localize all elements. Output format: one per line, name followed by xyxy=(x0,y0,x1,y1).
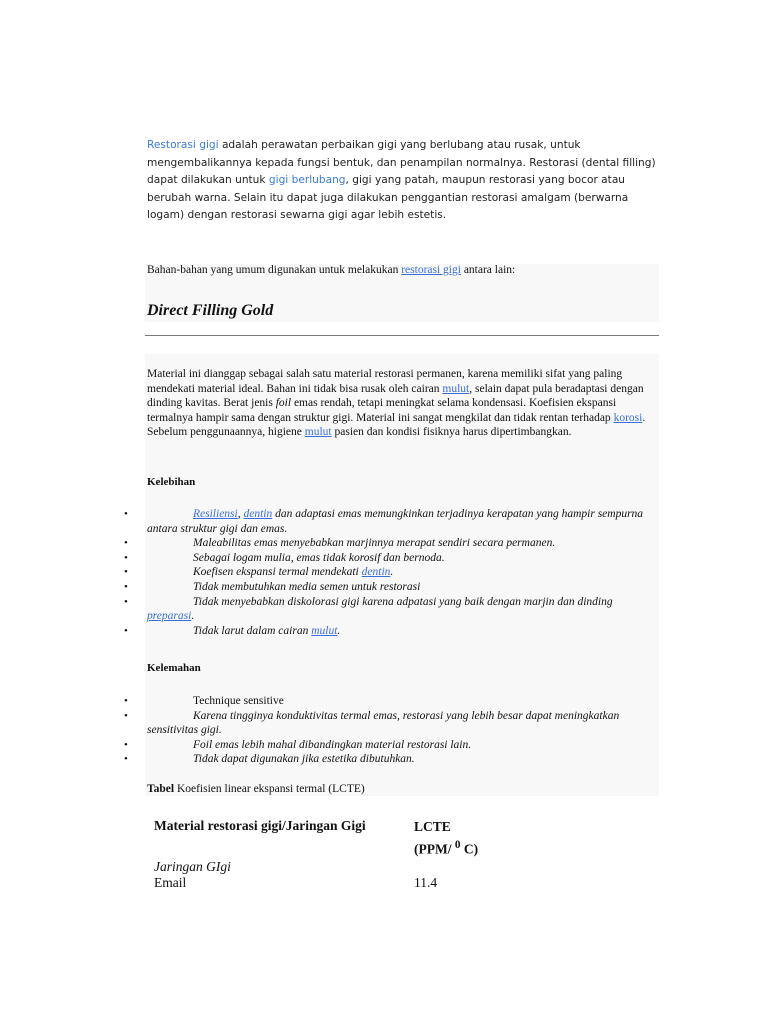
table-caption xyxy=(147,783,365,795)
lcte-unit-post: C) xyxy=(460,841,479,857)
para-text-2: , selain dapat pula beradaptasi dengan dinding kavitas. Berat jenis xyxy=(147,382,644,410)
intro-text-1: adalah perawatan perbaikan gigi yang berlubang atau rusak, untuk mengembalikannya kepada fungsi bentuk, dan penampilan normalnya. Restorasi (dental filling) dapat dilakukan untuk xyxy=(147,139,656,187)
list-item xyxy=(0,565,659,580)
item-end: . xyxy=(191,610,195,623)
section-heading: Direct Filling Gold xyxy=(147,302,274,319)
resiliensi-link[interactable]: Resiliensi xyxy=(193,508,238,520)
item-text: Sebagai logam mulia, emas tidak korosif dan bernoda. xyxy=(193,551,445,564)
kelebihan-list xyxy=(0,507,659,638)
list-item xyxy=(0,738,659,753)
bullet-icon: • xyxy=(124,595,128,608)
bullet-icon: • xyxy=(124,566,128,579)
para-text-3: emas rendah, tetapi meningkat selama kondensasi. Koefisien ekspansi termalnya hampir sama dengan struktur gigi. Material ini sangat mengkilat dan tidak rentan terhadap xyxy=(147,397,617,424)
list-item xyxy=(0,595,659,624)
item-text: Maleabilitas emas menyebabkan marjinnya merapat sendiri secara permanen. xyxy=(193,537,556,550)
bullet-icon: • xyxy=(124,695,128,707)
korosi-link[interactable]: korosi xyxy=(613,411,643,424)
heading-divider xyxy=(145,335,659,336)
material-paragraph xyxy=(147,367,657,440)
item-end: . xyxy=(337,624,341,637)
bullet-icon: • xyxy=(124,551,128,564)
lcte-unit-pre: (PPM/ xyxy=(414,841,455,857)
col-header-material: Material restorasi gigi/Jaringan Gigi xyxy=(154,818,366,833)
kelebihan-heading: Kelebihan xyxy=(147,476,196,488)
col-header-lcte xyxy=(410,818,482,859)
group-label: Jaringan GIgi xyxy=(154,858,231,874)
bullet-icon: • xyxy=(124,753,128,766)
list-item xyxy=(0,709,659,738)
lcte-label: LCTE xyxy=(414,819,451,834)
kelemahan-list xyxy=(0,694,659,767)
list-item xyxy=(0,536,659,551)
bahan-text-1: Bahan-bahan yang umum digunakan untuk melakukan xyxy=(147,264,402,276)
lcte-table xyxy=(150,818,482,891)
table-caption-label: Tabel xyxy=(147,783,175,795)
table-header-row xyxy=(150,818,482,859)
preparasi-link[interactable]: preparasi xyxy=(147,610,192,623)
list-item xyxy=(0,694,659,709)
row-name: Email xyxy=(154,874,187,890)
dentin-link-1[interactable]: dentin xyxy=(243,508,273,520)
item-text: Koefisen ekspansi termal mendekati xyxy=(193,566,362,579)
bullet-icon: • xyxy=(124,537,128,550)
bahan-sentence xyxy=(147,264,515,276)
bullet-icon: • xyxy=(124,738,128,751)
restorasi-gigi-link[interactable]: Restorasi gigi xyxy=(147,139,219,151)
item-text: Tidak membutuhkan media semen untuk restorasi xyxy=(193,580,421,593)
mulut-link-1[interactable]: mulut xyxy=(442,382,470,395)
bullet-icon: • xyxy=(124,580,128,593)
item-text: emas lebih mahal dibandingkan material restorasi lain. xyxy=(212,738,472,751)
item-text: Tidak dapat digunakan jika estetika dibutuhkan. xyxy=(193,753,415,766)
list-item xyxy=(0,551,659,566)
kelemahan-heading: Kelemahan xyxy=(147,662,201,674)
gigi-berlubang-link[interactable]: gigi berlubang xyxy=(268,174,346,187)
list-item xyxy=(0,507,659,536)
restorasi-gigi-link-2[interactable]: restorasi gigi xyxy=(401,264,461,276)
para-text-1: Material ini dianggap sebagai salah satu material restorasi permanen, karena memiliki sifat yang paling mendekati material ideal. Bahan ini tidak bisa rusak oleh cairan xyxy=(147,368,623,395)
table-caption-text: Koefisien linear ekspansi termal (LCTE) xyxy=(174,783,365,795)
bahan-text-2: antara lain: xyxy=(460,264,516,276)
item-text: Technique sensitive xyxy=(193,695,284,707)
para-text-4: . Sebelum penggunaannya, higiene xyxy=(147,411,646,439)
item-text: Karena tingginya konduktivitas termal emas, restorasi yang lebih besar dapat meningkatkan sensitivitas gigi. xyxy=(147,709,620,737)
bullet-icon: • xyxy=(124,508,128,520)
row-value: 11.4 xyxy=(414,874,438,890)
list-item xyxy=(0,580,659,595)
item-text: Tidak larut dalam cairan xyxy=(193,624,312,637)
table-row xyxy=(150,859,482,875)
bullet-icon: • xyxy=(124,709,128,722)
mulut-link-3[interactable]: mulut xyxy=(311,624,338,637)
dentin-link-2[interactable]: dentin xyxy=(361,566,391,579)
para-text-5: pasien dan kondisi fisiknya harus dipertimbangkan. xyxy=(331,426,572,439)
foil-word: foil xyxy=(275,397,292,410)
item-end: . xyxy=(390,566,394,579)
degree-sup: 0 xyxy=(454,839,461,851)
item-sep: , xyxy=(237,508,244,520)
mulut-link-2[interactable]: mulut xyxy=(304,426,332,439)
item-text: Tidak menyebabkan diskolorasi gigi karena adpatasi yang baik dengan marjin dan dinding xyxy=(193,595,613,608)
item-text: dan adaptasi emas memungkinkan terjadinya kerapatan yang hampir sempurna antara struktur gigi dan emas. xyxy=(147,508,644,535)
intro-paragraph xyxy=(147,137,667,225)
intro-text-2: , gigi yang patah, maupun restorasi yang bocor atau berubah warna. Selain itu dapat juga dilakukan penggantian restorasi amalgam (berwarna logam) dengan restorasi sewarna gigi agar lebih estetis. xyxy=(147,174,629,222)
table-row xyxy=(150,875,482,891)
group-empty xyxy=(410,859,482,875)
list-item xyxy=(0,624,659,639)
bullet-icon: • xyxy=(124,624,128,637)
list-item xyxy=(0,752,659,767)
foil-word: Foil xyxy=(193,738,213,751)
